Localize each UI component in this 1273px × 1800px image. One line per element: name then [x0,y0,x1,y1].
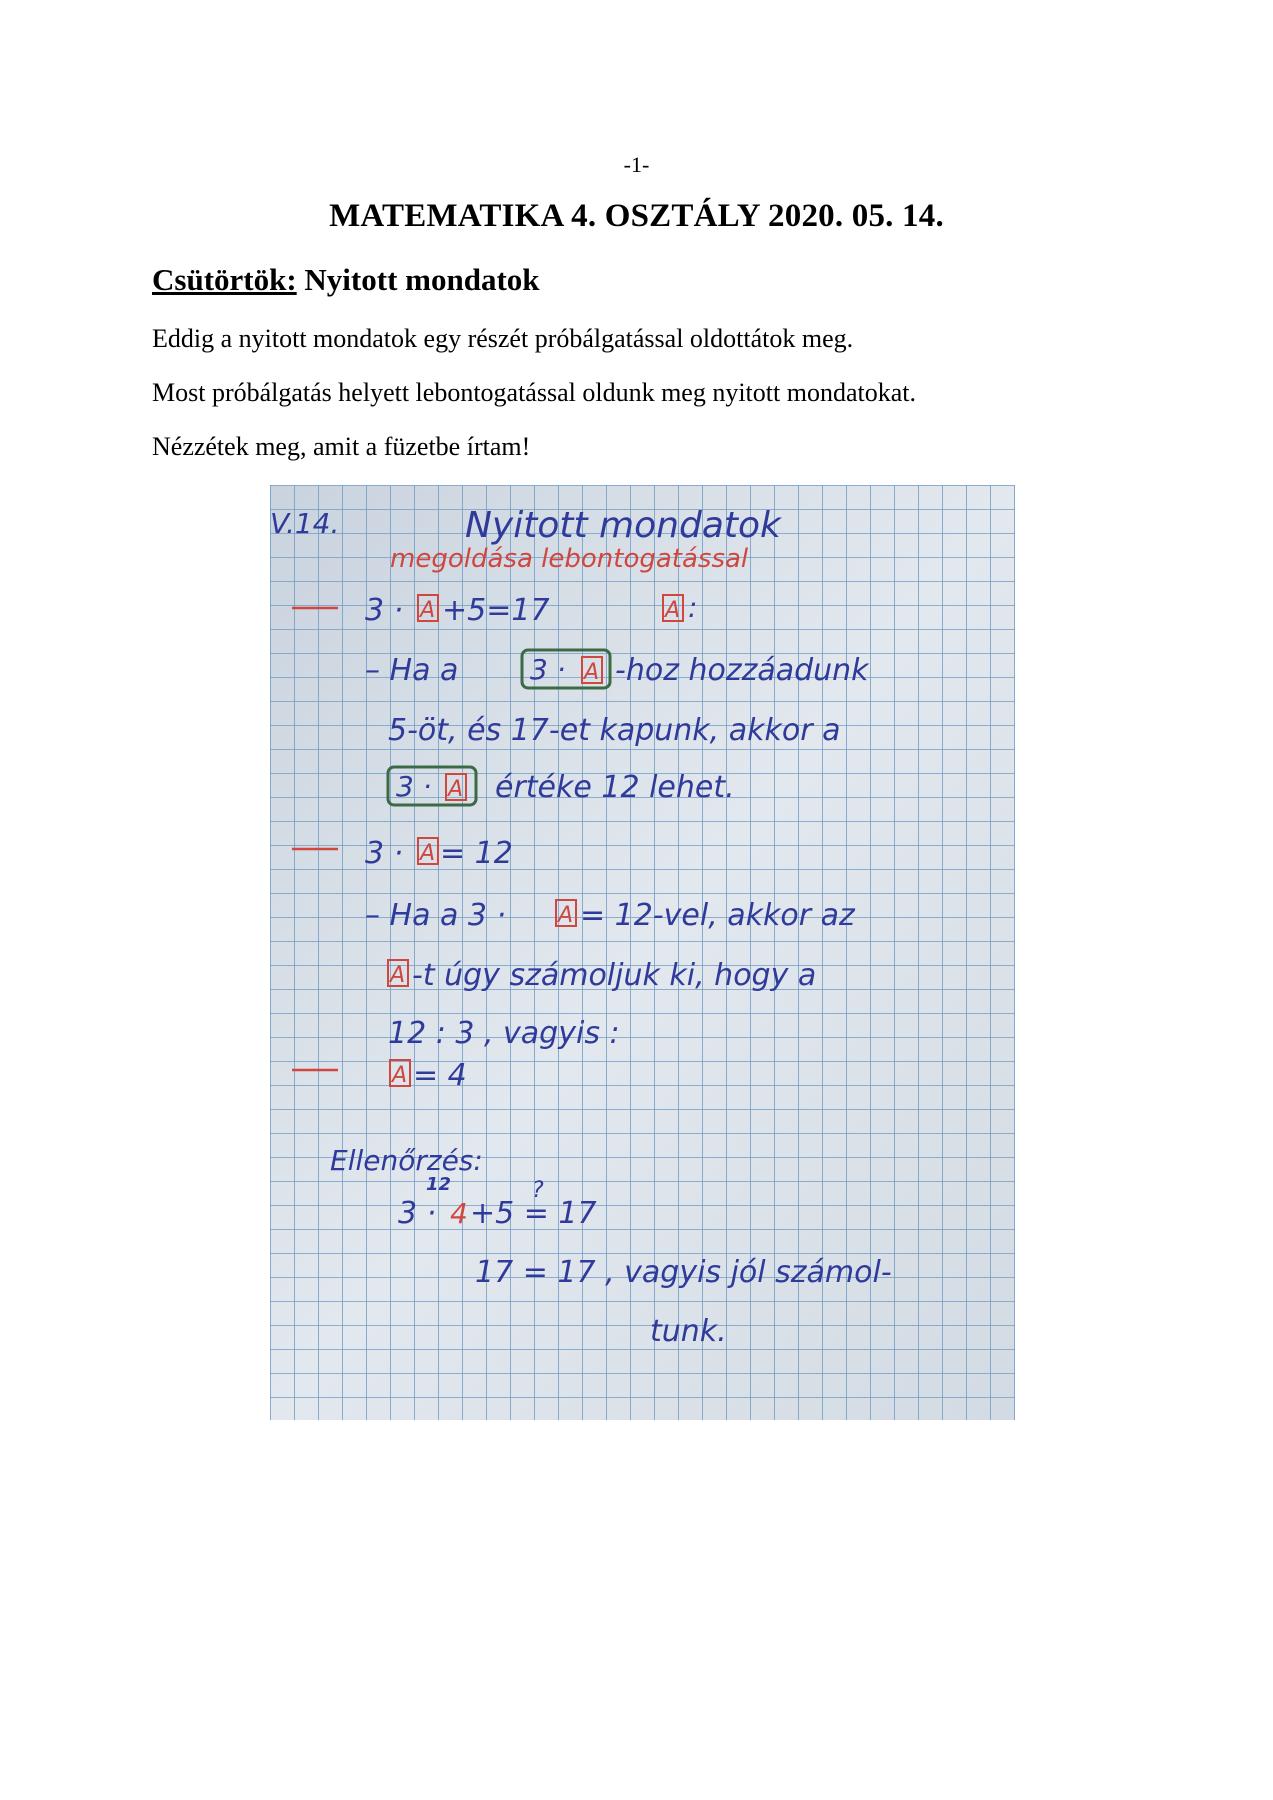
sentence-line-2: 5-öt, és 17-et kapunk, akkor a [388,713,841,748]
check-substituted-value: 4 [450,1197,468,1230]
intro-paragraph-1: Eddig a nyitott mondatok egy részét próbálgatással oldottátok meg. [152,324,854,353]
check-result: 17 = 17 , vagyis jól számol- [475,1255,892,1290]
box-letter: A [584,660,600,685]
box-letter: A [558,903,574,928]
sentence-line-1c: -hoz hozzáadunk [615,653,869,688]
check-prefix: 3 · [398,1196,437,1231]
lesson-subtitle [152,262,540,298]
check-suffix: +5 = 17 [470,1196,597,1231]
box-letter: A [448,777,464,802]
box-letter: A [420,841,436,866]
box-letter: A [420,598,436,623]
page-number: -1- [623,152,650,177]
sentence-line-6: 12 : 3 , vagyis : [388,1016,620,1051]
sentence-line-3b: 3 · [396,770,432,803]
check-label: Ellenőrzés: [330,1144,483,1177]
eq2-prefix: 3 · [365,836,404,871]
box-letter: A [665,598,681,623]
notebook-subheading: megoldása lebontogatással [390,544,749,574]
notebook-heading: Nyitott mondatok [465,505,781,546]
sentence-line-3c: értéke 12 lehet. [495,770,735,805]
eq1-suffix: +5=17 [442,593,550,628]
check-partial-product: 12 [426,1174,452,1195]
subtitle-day: Csütörtök: [152,262,297,297]
sentence-line-5: -t úgy számoljuk ki, hogy a [412,958,817,993]
intro-paragraph-2: Most próbálgatás helyett lebontogatással oldunk meg nyitott mondatokat. [152,378,916,407]
document-title: MATEMATIKA 4. OSZTÁLY 2020. 05. 14. [329,198,944,234]
eq3-result: = 4 [413,1058,467,1093]
label-colon: : [688,591,698,624]
date-note: V.14. [270,507,340,540]
sentence-line-1b: 3 · [530,653,566,686]
eq1-prefix: 3 · [365,593,404,628]
check-question-mark: ? [532,1178,544,1203]
sentence-line-4a: – Ha a 3 · [365,898,507,933]
sentence-line-1a: – Ha a [365,653,459,688]
intro-paragraph-3: Nézzétek meg, amit a füzetbe írtam! [152,432,531,461]
subtitle-topic: Nyitott mondatok [296,262,540,297]
sentence-line-4c: = 12-vel, akkor az [580,898,855,933]
box-letter: A [390,963,406,988]
notebook-photo [270,485,1015,1420]
box-letter: A [392,1063,408,1088]
check-end: tunk. [650,1314,727,1349]
eq2-suffix: = 12 [440,836,513,871]
